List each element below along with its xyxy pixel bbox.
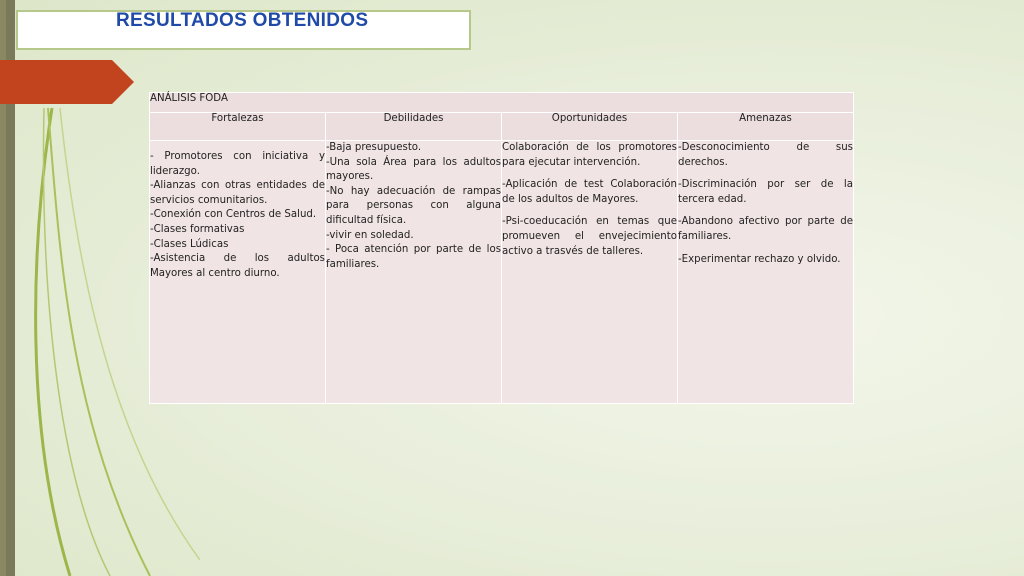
list-item: -Abandono afectivo por parte de familiares. <box>678 216 853 242</box>
cell-oportunidades <box>502 141 678 404</box>
list-item: -Baja presupuesto. <box>326 142 422 153</box>
accent-arrow-tab <box>0 60 134 104</box>
table-caption: ANÁLISIS FODA <box>150 93 854 113</box>
cell-amenazas <box>678 141 854 404</box>
list-item: -Psi-coeducación en temas que promueven el envejecimiento activo a trasvés de talleres. <box>502 216 677 257</box>
cell-fortalezas <box>150 141 326 404</box>
list-item: -Discriminación por ser de la tercera edad. <box>678 179 853 205</box>
list-item: -No hay adecuación de rampas para personas con alguna dificultad física. <box>326 185 501 226</box>
header-debilidades: Debilidades <box>326 113 502 141</box>
list-item: -Una sola Área para los adultos mayores. <box>326 156 501 183</box>
header-fortalezas: Fortalezas <box>150 113 326 141</box>
header-oportunidades: Oportunidades <box>502 113 678 141</box>
list-item: -Experimentar rechazo y olvido. <box>678 253 841 265</box>
foda-table <box>149 92 854 404</box>
list-item: -Alianzas con otras entidades de servicios comunitarios. <box>150 180 325 206</box>
list-item: -Desconocimiento de sus derechos. <box>678 142 853 168</box>
header-amenazas: Amenazas <box>678 113 854 141</box>
list-item: -Clases formativas <box>150 223 245 235</box>
cell-debilidades <box>326 141 502 404</box>
list-item: -vivir en soledad. <box>326 229 414 241</box>
list-item: -Clases Lúdicas <box>150 238 229 250</box>
list-item: Colaboración de los promotores para ejecutar intervención. <box>502 142 677 168</box>
list-item: - Promotores con iniciativa y liderazgo. <box>150 151 325 177</box>
list-item: -Asistencia de los adultos Mayores al centro diurno. <box>150 253 325 279</box>
list-item: -Conexión con Centros de Salud. <box>150 209 317 221</box>
list-item: -Aplicación de test Colaboración de los adultos de Mayores. <box>502 179 677 205</box>
list-item: - Poca atención por parte de los familiares. <box>326 244 501 270</box>
page-title: RESULTADOS OBTENIDOS <box>116 10 369 31</box>
